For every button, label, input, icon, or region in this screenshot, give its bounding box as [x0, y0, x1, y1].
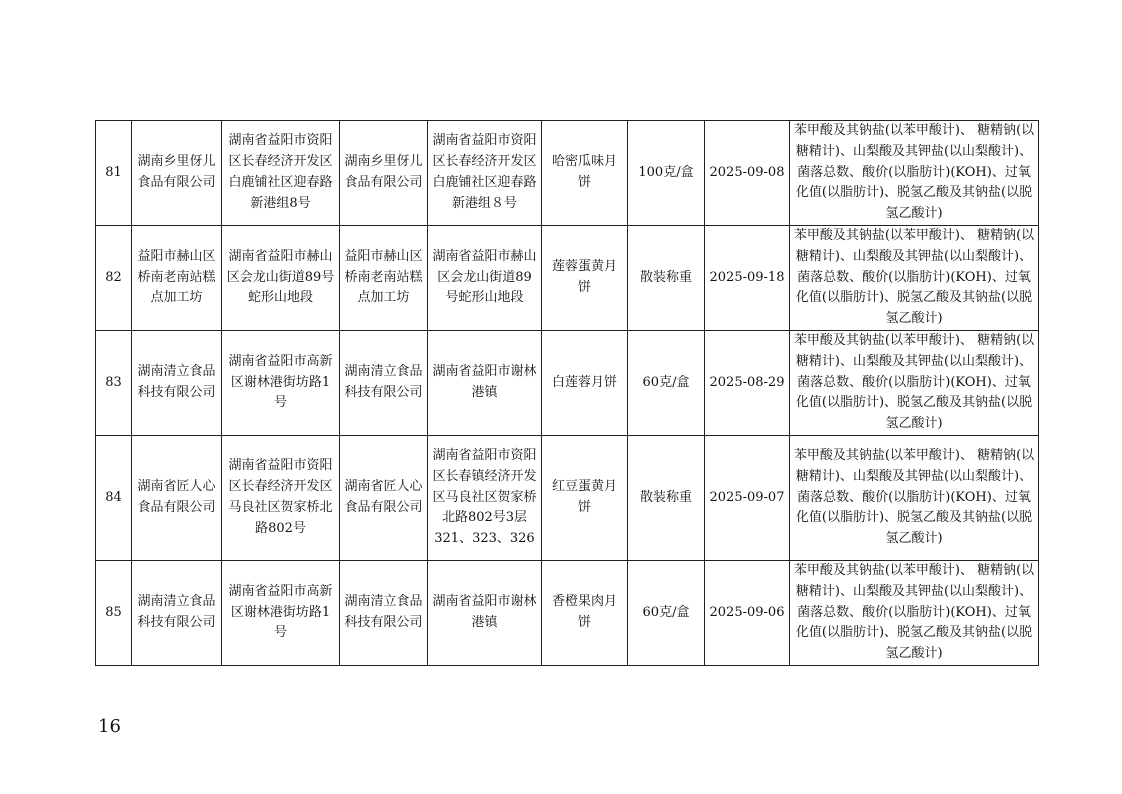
product-name: 白莲蓉月饼	[542, 330, 628, 435]
row-number: 84	[96, 435, 132, 560]
producer-name: 湖南清立食品科技有限公司	[132, 560, 222, 665]
test-items: 苯甲酸及其钠盐(以苯甲酸计)、 糖精钠(以糖精计)、山梨酸及其钾盐(以山梨酸计)、菌落总数、酸价(以脂肪计)(KOH)、过氧化值(以脂肪计)、脱氢乙酸及其钠盐(以脱氢乙酸计)	[790, 435, 1039, 560]
page-number: 16	[98, 716, 121, 737]
seller-name: 湖南清立食品科技有限公司	[340, 560, 428, 665]
test-items: 苯甲酸及其钠盐(以苯甲酸计)、 糖精钠(以糖精计)、山梨酸及其钾盐(以山梨酸计)、菌落总数、酸价(以脂肪计)(KOH)、过氧化值(以脂肪计)、脱氢乙酸及其钠盐(以脱氢乙酸计)	[790, 330, 1039, 435]
inspection-table	[95, 120, 1039, 666]
product-name: 香橙果肉月饼	[542, 560, 628, 665]
product-name: 哈密瓜味月饼	[542, 121, 628, 226]
test-items: 苯甲酸及其钠盐(以苯甲酸计)、 糖精钠(以糖精计)、山梨酸及其钾盐(以山梨酸计)、菌落总数、酸价(以脂肪计)(KOH)、过氧化值(以脂肪计)、脱氢乙酸及其钠盐(以脱氢乙酸计)	[790, 560, 1039, 665]
producer-name: 湖南清立食品科技有限公司	[132, 330, 222, 435]
producer-address: 湖南省益阳市高新区谢林港街坊路1号	[222, 560, 340, 665]
row-number: 83	[96, 330, 132, 435]
producer-address: 湖南省益阳市高新区谢林港街坊路1号	[222, 330, 340, 435]
production-date: 2025-09-06	[705, 560, 790, 665]
row-number: 82	[96, 225, 132, 330]
row-number: 85	[96, 560, 132, 665]
table-row	[96, 330, 1039, 435]
product-spec: 100克/盒	[628, 121, 705, 226]
seller-name: 湖南清立食品科技有限公司	[340, 330, 428, 435]
seller-name: 湖南乡里伢儿食品有限公司	[340, 121, 428, 226]
producer-address: 湖南省益阳市赫山区会龙山街道89号蛇形山地段	[222, 225, 340, 330]
product-name: 红豆蛋黄月饼	[542, 435, 628, 560]
product-spec: 60克/盒	[628, 330, 705, 435]
product-name: 莲蓉蛋黄月饼	[542, 225, 628, 330]
table-row	[96, 121, 1039, 226]
seller-name: 益阳市赫山区桥南老南站糕点加工坊	[340, 225, 428, 330]
production-date: 2025-09-18	[705, 225, 790, 330]
table-row	[96, 560, 1039, 665]
production-date: 2025-08-29	[705, 330, 790, 435]
seller-address: 湖南省益阳市资阳区长春镇经济开发区马良社区贺家桥北路802号3层321、323、326	[428, 435, 542, 560]
seller-address: 湖南省益阳市资阳区长春经济开发区白鹿铺社区迎春路新港组８号	[428, 121, 542, 226]
producer-address: 湖南省益阳市资阳区长春经济开发区马良社区贺家桥北路802号	[222, 435, 340, 560]
test-items: 苯甲酸及其钠盐(以苯甲酸计)、 糖精钠(以糖精计)、山梨酸及其钾盐(以山梨酸计)、菌落总数、酸价(以脂肪计)(KOH)、过氧化值(以脂肪计)、脱氢乙酸及其钠盐(以脱氢乙酸计)	[790, 225, 1039, 330]
producer-name: 益阳市赫山区桥南老南站糕点加工坊	[132, 225, 222, 330]
seller-address: 湖南省益阳市谢林港镇	[428, 560, 542, 665]
producer-name: 湖南乡里伢儿食品有限公司	[132, 121, 222, 226]
product-spec: 散装称重	[628, 435, 705, 560]
table-row	[96, 225, 1039, 330]
product-spec: 散装称重	[628, 225, 705, 330]
producer-address: 湖南省益阳市资阳区长春经济开发区白鹿铺社区迎春路新港组8号	[222, 121, 340, 226]
table-row	[96, 435, 1039, 560]
production-date: 2025-09-07	[705, 435, 790, 560]
producer-name: 湖南省匠人心食品有限公司	[132, 435, 222, 560]
seller-address: 湖南省益阳市赫山区会龙山街道89号蛇形山地段	[428, 225, 542, 330]
production-date: 2025-09-08	[705, 121, 790, 226]
seller-address: 湖南省益阳市谢林港镇	[428, 330, 542, 435]
seller-name: 湖南省匠人心食品有限公司	[340, 435, 428, 560]
row-number: 81	[96, 121, 132, 226]
test-items: 苯甲酸及其钠盐(以苯甲酸计)、 糖精钠(以糖精计)、山梨酸及其钾盐(以山梨酸计)、菌落总数、酸价(以脂肪计)(KOH)、过氧化值(以脂肪计)、脱氢乙酸及其钠盐(以脱氢乙酸计)	[790, 121, 1039, 226]
product-spec: 60克/盒	[628, 560, 705, 665]
